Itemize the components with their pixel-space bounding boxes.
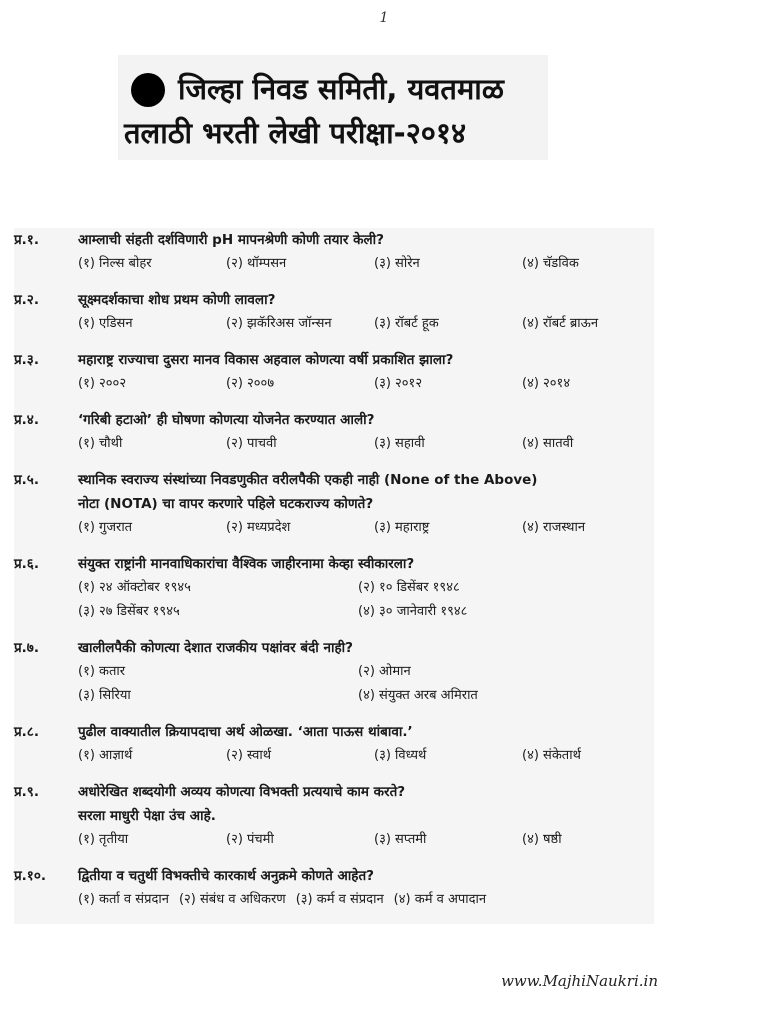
- question-text: आम्लाची संहती दर्शविणारी pH मापनश्रेणी कोणी तयार केली?: [78, 232, 385, 248]
- option-2: (२) ओमान: [358, 664, 411, 679]
- option-1: (१) चौथी: [78, 436, 123, 451]
- question-5: [14, 468, 654, 540]
- option-3: (३) सप्तमी: [374, 832, 427, 847]
- option-3: (३) सिरिया: [78, 688, 131, 703]
- options: [78, 516, 654, 540]
- option-2: (२) १० डिसेंबर १९४८: [358, 580, 460, 595]
- options: [78, 660, 654, 708]
- title-line-1: जिल्हा निवड समिती, यवतमाळ: [178, 72, 504, 106]
- site-watermark: www.MajhiNaukri.in: [501, 972, 658, 990]
- option-2: (२) स्वार्थ: [226, 748, 271, 763]
- question-list: [14, 228, 654, 924]
- question-number: प्र.२.: [14, 292, 39, 308]
- question-6: [14, 552, 654, 624]
- options: [78, 888, 654, 912]
- question-8: [14, 720, 654, 768]
- question-text: संयुक्त राष्ट्रांनी मानवाधिकारांचा वैश्विक जाहीरनामा केव्हा स्वीकारला?: [78, 556, 415, 572]
- bullet-dot: [131, 73, 165, 107]
- options: [78, 252, 654, 276]
- question-text: [78, 468, 654, 516]
- option-4: (४) २०१४: [522, 376, 571, 391]
- question-line-1: स्थानिक स्वराज्य संस्थांच्या निवडणुकीत वरीलपैकी एकही नाही (None of the Above): [78, 472, 538, 488]
- question-text: पुढील वाक्यातील क्रियापदाचा अर्थ ओळखा. ‘आता पाऊस थांबावा.’: [78, 724, 413, 740]
- option-4: (४) कर्म व अपादान: [393, 892, 487, 907]
- option-2: (२) मध्यप्रदेश: [226, 520, 291, 535]
- page-number: 1: [379, 10, 389, 26]
- question-9: [14, 780, 654, 852]
- option-4: (४) राजस्थान: [522, 520, 586, 535]
- question-10: [14, 864, 654, 912]
- option-1: (१) २००२: [78, 376, 127, 391]
- option-1: (१) २४ ऑक्टोबर १९४५: [78, 580, 191, 595]
- option-4: (४) संयुक्त अरब अमिरात: [358, 688, 478, 703]
- options: [78, 312, 654, 336]
- question-number: प्र.६.: [14, 556, 39, 572]
- question-number: प्र.५.: [14, 472, 39, 488]
- option-2: (२) पंचमी: [226, 832, 274, 847]
- option-2: (२) थॉम्पसन: [226, 256, 287, 271]
- option-4: (४) रॉबर्ट ब्राऊन: [522, 316, 599, 331]
- option-4: (४) ३० जानेवारी १९४८: [358, 604, 468, 619]
- option-3: (३) २०१२: [374, 376, 423, 391]
- options: [78, 744, 654, 768]
- title-block: [118, 55, 548, 160]
- question-line-2: सरला माधुरी पेक्षा उंच आहे.: [78, 808, 216, 824]
- option-1: (१) गुजरात: [78, 520, 133, 535]
- options: [78, 432, 654, 456]
- question-number: प्र.८.: [14, 724, 39, 740]
- question-text: द्वितीया व चतुर्थी विभक्तीचे कारकार्थ अनुक्रमे कोणते आहेत?: [78, 868, 375, 884]
- question-number: प्र.४.: [14, 412, 39, 428]
- question-line-2: नोटा (NOTA) चा वापर करणारे पहिले घटकराज्य कोणते?: [78, 496, 374, 512]
- option-3: (३) कर्म व संप्रदान: [295, 892, 384, 907]
- option-3: (३) सहावी: [374, 436, 425, 451]
- option-3: (३) २७ डिसेंबर १९४५: [78, 604, 180, 619]
- options: [78, 576, 654, 624]
- option-3: (३) विध्यर्थ: [374, 748, 427, 763]
- option-1: (१) तृतीया: [78, 832, 129, 847]
- options: [78, 372, 654, 396]
- question-4: [14, 408, 654, 456]
- option-3: (३) रॉबर्ट हूक: [374, 316, 439, 331]
- option-2: (२) झकॅरिअस जॉन्सन: [226, 316, 332, 331]
- option-1: (१) एडिसन: [78, 316, 133, 331]
- option-3: (३) महाराष्ट्र: [374, 520, 430, 535]
- option-1: (१) निल्स बोहर: [78, 256, 152, 271]
- option-3: (३) सोरेन: [374, 256, 420, 271]
- option-1: (१) कतार: [78, 664, 126, 679]
- question-number: प्र.१.: [14, 232, 39, 248]
- question-text: खालीलपैकी कोणत्या देशात राजकीय पक्षांवर बंदी नाही?: [78, 640, 353, 656]
- options: [78, 828, 654, 852]
- option-2: (२) संबंध व अधिकरण: [178, 892, 286, 907]
- question-7: [14, 636, 654, 708]
- option-4: (४) षष्ठी: [522, 832, 562, 847]
- question-number: प्र.१०.: [14, 868, 46, 884]
- question-number: प्र.७.: [14, 640, 39, 656]
- question-3: [14, 348, 654, 396]
- title-line-2: तलाठी भरती लेखी परीक्षा-२०१४: [124, 116, 467, 150]
- option-1: (१) आज्ञार्थ: [78, 748, 133, 763]
- option-4: (४) संकेतार्थ: [522, 748, 581, 763]
- question-number: प्र.३.: [14, 352, 39, 368]
- question-text: महाराष्ट्र राज्याचा दुसरा मानव विकास अहवाल कोणत्या वर्षी प्रकाशित झाला?: [78, 352, 454, 368]
- question-1: [14, 228, 654, 276]
- question-text: [78, 780, 654, 828]
- option-2: (२) पाचवी: [226, 436, 277, 451]
- question-line-1: अधोरेखित शब्दयोगी अव्यय कोणत्या विभक्ती प्रत्ययाचे काम करते?: [78, 784, 406, 800]
- option-1: (१) कर्ता व संप्रदान: [78, 892, 169, 907]
- question-text: सूक्ष्मदर्शकाचा शोध प्रथम कोणी लावला?: [78, 292, 276, 308]
- option-2: (२) २००७: [226, 376, 275, 391]
- question-number: प्र.९.: [14, 784, 39, 800]
- question-2: [14, 288, 654, 336]
- option-4: (४) सातवी: [522, 436, 574, 451]
- option-4: (४) चॅडविक: [522, 256, 579, 271]
- question-text: ‘गरिबी हटाओ’ ही घोषणा कोणत्या योजनेत करण्यात आली?: [78, 412, 375, 428]
